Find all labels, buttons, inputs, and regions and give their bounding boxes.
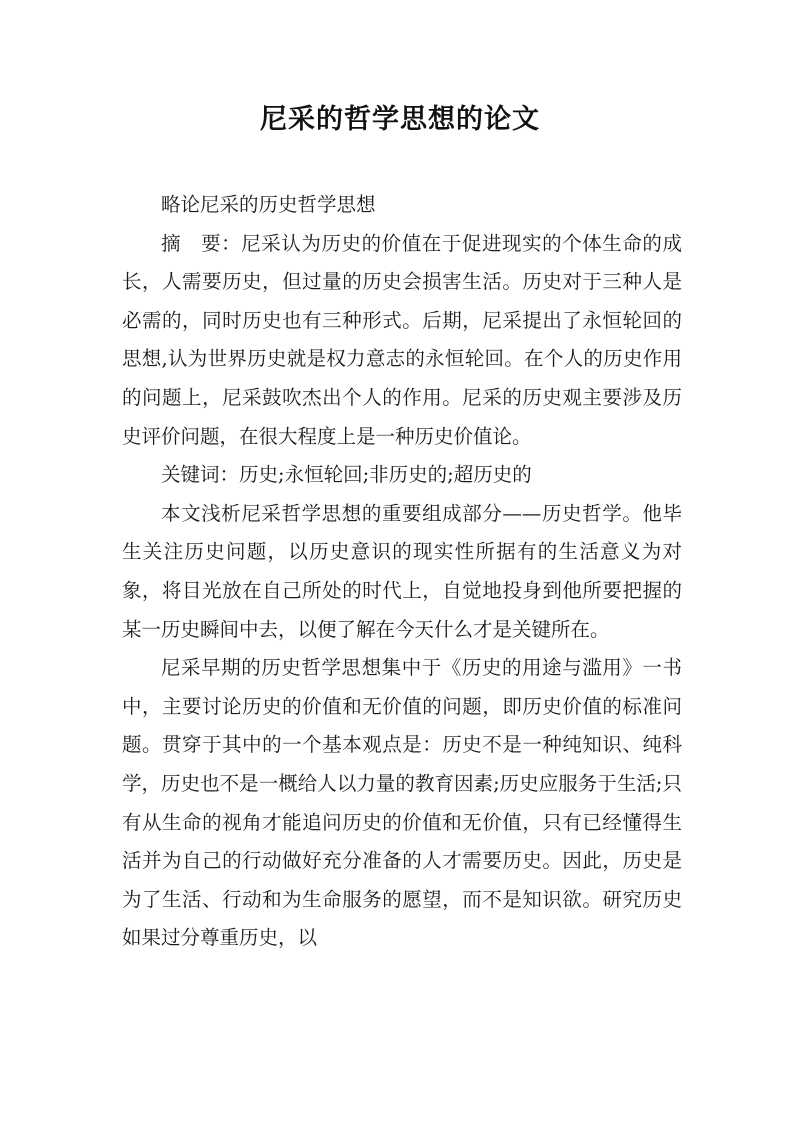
paragraph-subtitle: 略论尼采的历史哲学思想 [161, 193, 376, 216]
paragraph-intro: 本文浅析尼采哲学思想的重要组成部分——历史哲学。他毕生关注历史问题，以历史意识的现实性所据有的生活意义为对象，将目光放在自己所处的时代上，自觉地投身到他所要把握的某一历史瞬间中去，以便了解在今天什么才是关键所在。 [122, 501, 682, 641]
paragraph-abstract: 摘 要：尼采认为历史的价值在于促进现实的个体生命的成长，人需要历史，但过量的历史会损害生活。历史对于三种人是必需的，同时历史也有三种形式。后期，尼采提出了永恒轮回的思想,认为世界历史就是权力意志的永恒轮回。在个人的历史作用的问题上，尼采鼓吹杰出个人的作用。尼采的历史观主要涉及历史评价问题，在很大程度上是一种历史价值论。 [122, 231, 682, 448]
paragraph-early-thought: 尼采早期的历史哲学思想集中于《历史的用途与滥用》一书中，主要讨论历史的价值和无价值的问题，即历史价值的标准问题。贯穿于其中的一个基本观点是：历史不是一种纯知识、纯科学，历史也不是一概给人以力量的教育因素;历史应服务于生活;只有从生命的视角才能追问历史的价值和无价值，只有已经懂得生活并为自己的行动做好充分准备的人才需要历史。因此，历史是为了生活、行动和为生命服务的愿望，而不是知识欲。研究历史如果过分尊重历史，以 [122, 656, 682, 950]
document-title: 尼采的哲学思想的论文 [260, 104, 540, 135]
document-body [122, 186, 682, 958]
paragraph-keywords: 关键词：历史;永恒轮回;非历史的;超历史的 [161, 463, 532, 487]
